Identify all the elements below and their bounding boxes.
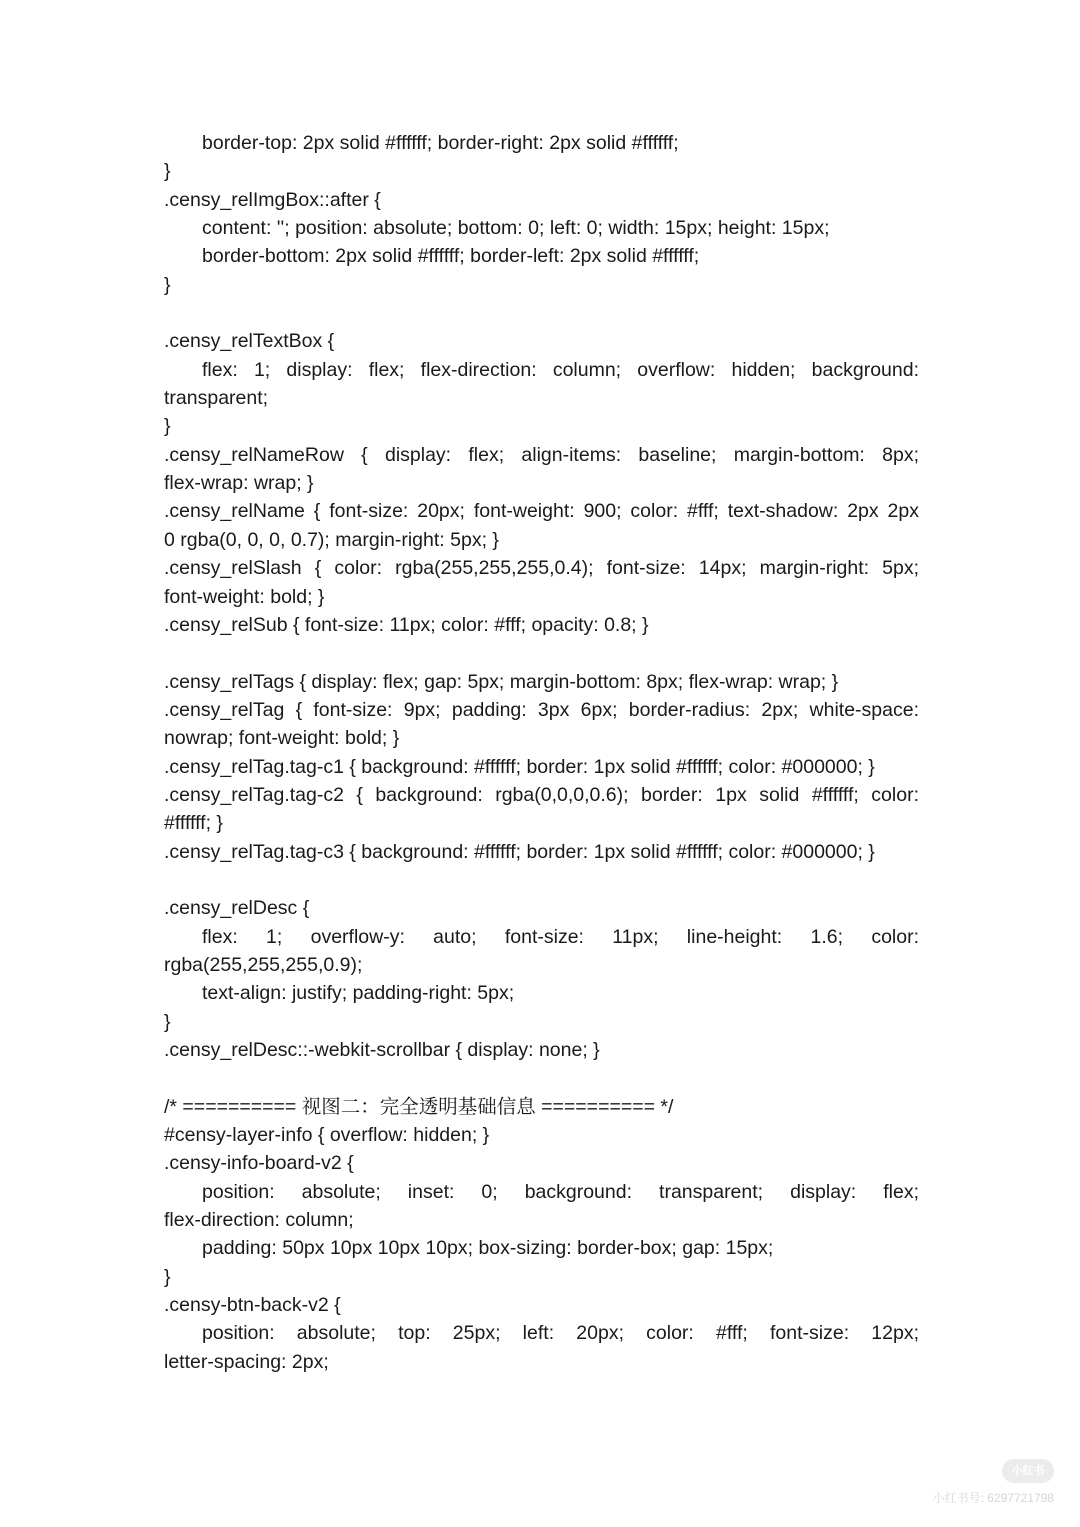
code-line: padding: 50px 10px 10px 10px; box-sizing: border-box; gap: 15px; (202, 1237, 774, 1260)
code-line: .censy_relTag.tag-c2 { background: rgba(0,0,0,0.6); border: 1px solid #ffffff; color: (164, 783, 919, 806)
code-line: .censy-btn-back-v2 { (164, 1294, 341, 1317)
code-line: #censy-layer-info { overflow: hidden; } (164, 1124, 490, 1147)
code-line: border-top: 2px solid #ffffff; border-right: 2px solid #ffffff; (202, 132, 679, 154)
code-line: 0 rgba(0, 0, 0, 0.7); margin-right: 5px; } (164, 528, 499, 551)
code-line: border-bottom: 2px solid #ffffff; border-left: 2px solid #ffffff; (202, 245, 700, 268)
watermark-logo: 小红书 (1002, 1459, 1054, 1483)
code-line: .censy_relTag { font-size: 9px; padding: 3px 6px; border-radius: 2px; white-space: (164, 698, 919, 721)
watermark (933, 1459, 1054, 1505)
code-document (164, 129, 919, 1376)
code-line: position: absolute; inset: 0; background: transparent; display: flex; (202, 1180, 919, 1203)
code-line: flex: 1; display: flex; flex-direction: column; overflow: hidden; background: (202, 358, 919, 381)
blank-line (164, 1064, 919, 1092)
code-line: position: absolute; top: 25px; left: 20px; color: #fff; font-size: 12px; (202, 1322, 919, 1345)
code-line: } (164, 1010, 171, 1033)
code-line: } (164, 415, 171, 438)
code-line: nowrap; font-weight: bold; } (164, 727, 400, 750)
code-line: .censy_relSlash { color: rgba(255,255,255,0.4); font-size: 14px; margin-right: 5px; (164, 557, 919, 580)
code-line: /* ========== 视图二：完全透明基础信息 ========== */ (164, 1095, 674, 1118)
code-line: #ffffff; } (164, 812, 223, 835)
code-line: } (164, 160, 171, 183)
code-line: content: ''; position: absolute; bottom: 0; left: 0; width: 15px; height: 15px; (202, 217, 830, 240)
code-line: .censy_relTag.tag-c1 { background: #ffffff; border: 1px solid #ffffff; color: #000000; } (164, 755, 875, 778)
code-line: } (164, 1265, 171, 1288)
code-line: .censy_relTextBox { (164, 330, 335, 353)
blank-line (164, 299, 919, 327)
code-line: letter-spacing: 2px; (164, 1350, 329, 1373)
code-line: } (164, 273, 171, 296)
code-line: .censy_relImgBox::after { (164, 188, 381, 211)
code-line: font-weight: bold; } (164, 585, 325, 608)
code-line: .censy_relDesc::-webkit-scrollbar { display: none; } (164, 1039, 600, 1061)
code-line: transparent; (164, 387, 269, 410)
code-line: .censy-info-board-v2 { (164, 1152, 354, 1175)
code-line: text-align: justify; padding-right: 5px; (202, 982, 515, 1005)
watermark-id: 小红书号: 6297721798 (932, 1491, 1054, 1505)
code-line: .censy_relTag.tag-c3 { background: #ffffff; border: 1px solid #ffffff; color: #000000; } (164, 840, 875, 863)
code-line: .censy_relTags { display: flex; gap: 5px; margin-bottom: 8px; flex-wrap: wrap; } (164, 670, 839, 693)
code-line: flex: 1; overflow-y: auto; font-size: 11px; line-height: 1.6; color: (202, 925, 919, 948)
code-line: rgba(255,255,255,0.9); (164, 953, 363, 976)
code-line: flex-wrap: wrap; } (164, 472, 314, 495)
code-line: .censy_relSub { font-size: 11px; color: #fff; opacity: 0.8; } (164, 613, 649, 636)
code-line: .censy_relDesc { (164, 897, 310, 920)
blank-line (164, 639, 919, 667)
code-line: .censy_relName { font-size: 20px; font-weight: 900; color: #fff; text-shadow: 2px 2px (164, 500, 919, 523)
code-line: flex-direction: column; (164, 1209, 354, 1232)
code-line: .censy_relNameRow { display: flex; align-items: baseline; margin-bottom: 8px; (164, 443, 919, 466)
blank-line (164, 866, 919, 894)
